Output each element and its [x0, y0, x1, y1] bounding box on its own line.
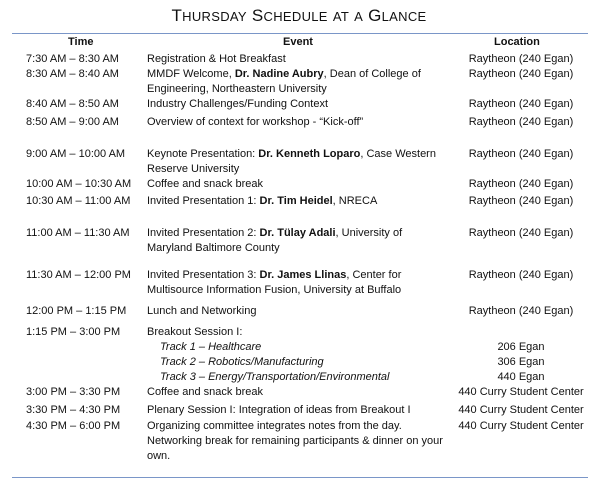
row-location: Raytheon (240 Egan): [468, 178, 574, 190]
title-word-1-rest: HURSDAY: [182, 9, 247, 24]
event-text: MMDF Welcome,: [147, 68, 235, 80]
column-header-location: Location: [494, 36, 540, 48]
speaker-name: Dr. Nadine Aubry: [234, 68, 324, 80]
event-text-suffix: , NRECA: [332, 195, 378, 207]
row-location: Raytheon (240 Egan): [468, 305, 574, 317]
row-event: [147, 403, 447, 418]
speaker-name: Dr. Tim Heidel: [259, 195, 333, 207]
event-text: Keynote Presentation:: [147, 148, 259, 160]
row-location: Raytheon (240 Egan): [468, 68, 574, 80]
event-text: Lunch and Networking: [147, 305, 257, 317]
column-header-event: Event: [283, 36, 313, 48]
event-text: Overview of context for workshop - “Kick-off”: [147, 116, 364, 128]
row-time: 8:40 AM – 8:50 AM: [26, 98, 119, 110]
row-event: [147, 226, 447, 256]
row-event: [147, 97, 447, 112]
title-word-1-initial: T: [171, 6, 183, 25]
event-text-suffix: , Case Western Reserve University: [147, 148, 436, 175]
title-word-2-rest: CHEDULE: [263, 9, 328, 24]
row-event: [147, 268, 447, 298]
row-time: 10:00 AM – 10:30 AM: [26, 178, 132, 190]
row-location: Raytheon (240 Egan): [468, 227, 574, 239]
row-location: Raytheon (240 Egan): [468, 98, 574, 110]
track-location: 206 Egan: [497, 341, 545, 353]
row-location: Raytheon (240 Egan): [468, 148, 574, 160]
event-text-suffix: , Center for Multisource Information Fusion, University at Buffalo: [147, 269, 402, 296]
event-text: Coffee and snack break: [147, 386, 263, 398]
event-text: Registration & Hot Breakfast: [147, 53, 286, 65]
row-time: 7:30 AM – 8:30 AM: [26, 53, 119, 65]
title-word-3: AT: [332, 9, 350, 24]
event-text: Invited Presentation 3:: [147, 269, 260, 281]
page-title: [0, 6, 598, 26]
event-text: Organizing committee integrates notes from the day. Networking break for remaining participants & dinner on your own.: [147, 420, 443, 462]
row-time: 11:00 AM – 11:30 AM: [26, 227, 130, 239]
row-location: Raytheon (240 Egan): [468, 195, 574, 207]
speaker-name: Dr. Tülay Adali: [259, 227, 336, 239]
row-event: [147, 419, 447, 464]
row-event: [147, 67, 447, 97]
event-text: Plenary Session I: Integration of ideas from Breakout I: [147, 404, 411, 416]
row-time: 4:30 PM – 6:00 PM: [26, 420, 121, 432]
event-text-suffix: , Dean of College of Engineering, Northeastern University: [147, 68, 421, 95]
speaker-name: Dr. James Llinas: [259, 269, 347, 281]
title-word-5-initial: G: [368, 6, 382, 25]
event-text: Coffee and snack break: [147, 178, 263, 190]
row-location: Raytheon (240 Egan): [468, 269, 574, 281]
row-location: 440 Curry Student Center: [458, 404, 584, 416]
row-event: [147, 115, 447, 130]
event-text: Invited Presentation 1:: [147, 195, 260, 207]
top-divider: [12, 33, 588, 34]
row-time: 3:30 PM – 4:30 PM: [26, 404, 121, 416]
row-time: 1:15 PM – 3:00 PM: [26, 326, 121, 338]
row-event: [147, 304, 447, 319]
row-location: 440 Curry Student Center: [458, 420, 584, 432]
track-label: Track 2 – Robotics/Manufacturing: [160, 356, 324, 368]
bottom-divider: [12, 477, 588, 478]
row-event: [147, 385, 447, 400]
row-time: 10:30 AM – 11:00 AM: [26, 195, 131, 207]
row-event: [147, 52, 447, 67]
track-label: Track 3 – Energy/Transportation/Environmental: [160, 371, 390, 383]
row-event: [147, 177, 447, 192]
row-time: 3:00 PM – 3:30 PM: [26, 386, 121, 398]
track-label: Track 1 – Healthcare: [160, 341, 262, 353]
row-event: [147, 147, 447, 177]
row-location: Raytheon (240 Egan): [468, 116, 574, 128]
title-word-5-rest: LANCE: [381, 9, 427, 24]
row-event: [147, 325, 447, 340]
title-word-2-initial: S: [251, 6, 264, 25]
row-event: [147, 194, 447, 209]
speaker-name: Dr. Kenneth Loparo: [258, 148, 361, 160]
row-location: 440 Curry Student Center: [458, 386, 584, 398]
event-text: Breakout Session I:: [147, 326, 243, 338]
event-text: Invited Presentation 2:: [147, 227, 260, 239]
row-time: 11:30 AM – 12:00 PM: [26, 269, 131, 281]
event-text: Industry Challenges/Funding Context: [147, 98, 328, 110]
track-location: 440 Egan: [497, 371, 545, 383]
title-word-4: A: [354, 9, 364, 24]
row-location: Raytheon (240 Egan): [468, 53, 574, 65]
track-location: 306 Egan: [497, 356, 545, 368]
row-time: 8:30 AM – 8:40 AM: [26, 68, 119, 80]
row-time: 12:00 PM – 1:15 PM: [26, 305, 127, 317]
row-time: 8:50 AM – 9:00 AM: [26, 116, 119, 128]
row-time: 9:00 AM – 10:00 AM: [26, 148, 126, 160]
column-header-time: Time: [68, 36, 94, 48]
event-text-suffix: , University of Maryland Baltimore County: [147, 227, 403, 254]
